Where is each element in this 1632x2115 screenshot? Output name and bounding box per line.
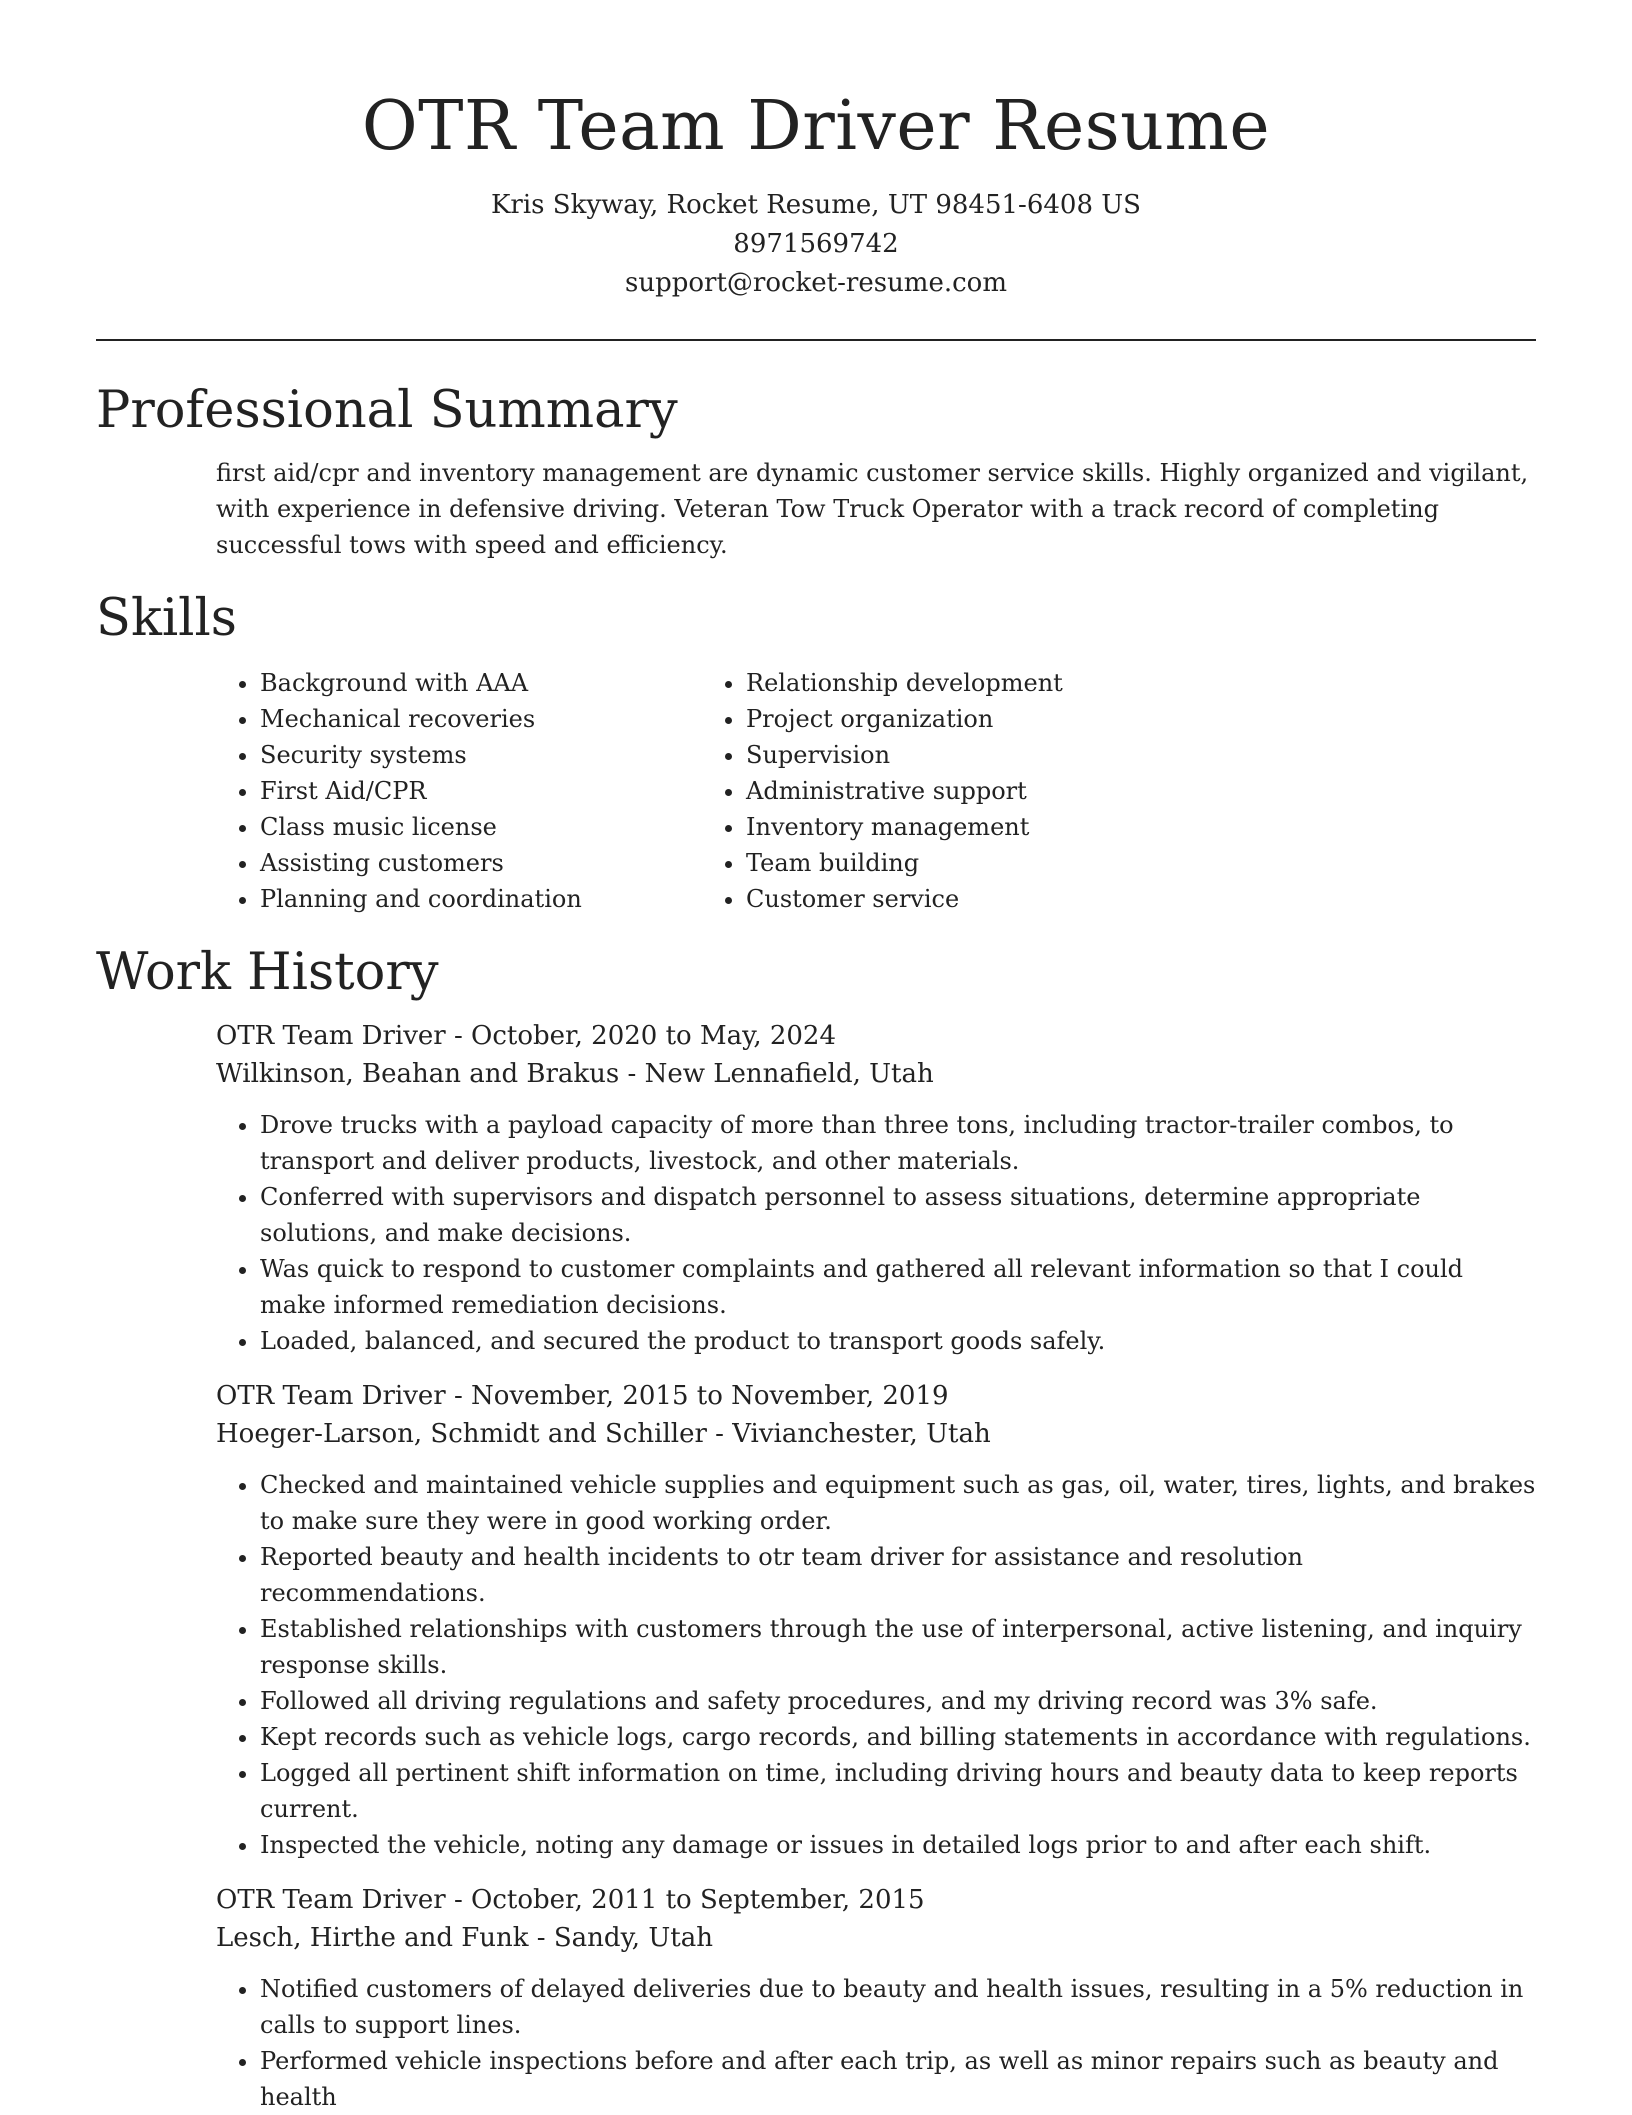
job-company: Lesch, Hirthe and Funk: [216, 1923, 529, 1953]
job-bullet: • Notified customers of delayed deliveries due to beauty and health issues, resulting in a 5% reduction in calls to support lines.: [260, 1971, 1536, 2043]
job-bullet: • Loaded, balanced, and secured the product to transport goods safely.: [260, 1323, 1536, 1359]
job-title-line: [216, 1881, 1536, 1919]
job-bullets: [216, 1971, 1536, 2115]
job-role: OTR Team Driver: [216, 1021, 446, 1051]
job-bullet: • Drove trucks with a payload capacity of more than three tons, including tractor-trailer combos, to transport and deliver products, livestock, and other materials.: [260, 1107, 1536, 1179]
contact-address: Kris Skyway, Rocket Resume, UT 98451-6408 US: [491, 190, 1141, 220]
skill-item: • Supervision: [746, 737, 1063, 773]
job-location: - Sandy, Utah: [528, 1923, 713, 1953]
job-entry: [216, 1017, 1536, 1359]
job-company: Hoeger-Larson, Schmidt and Schiller: [216, 1419, 707, 1449]
summary-heading: Professional Summary: [96, 381, 678, 440]
job-bullet: • Established relationships with customers through the use of interpersonal, active listening, and inquiry response skills.: [260, 1611, 1536, 1683]
job-title-line: [216, 1377, 1536, 1415]
resume-header: [96, 0, 1536, 303]
job-location: - Vivianchester, Utah: [706, 1419, 991, 1449]
job-title-line: [216, 1017, 1536, 1055]
job-bullet: • Inspected the vehicle, noting any damage or issues in detailed logs prior to and after each shift.: [260, 1827, 1536, 1863]
skill-item: • Mechanical recoveries: [260, 701, 746, 737]
skill-item: • Class music license: [260, 809, 746, 845]
job-bullet: • Checked and maintained vehicle supplies and equipment such as gas, oil, water, tires, lights, and brakes to make sure they were in good working order.: [260, 1467, 1536, 1539]
resume-title: OTR Team Driver Resume: [361, 87, 1271, 166]
skill-item: • Security systems: [260, 737, 746, 773]
job-company-line: [216, 1919, 1536, 1957]
job-role: OTR Team Driver: [216, 1381, 446, 1411]
skills-column-left: [96, 665, 746, 917]
job-entry: [216, 1377, 1536, 1863]
job-bullet: • Followed all driving regulations and safety procedures, and my driving record was 3% safe.: [260, 1683, 1536, 1719]
skill-item: • First Aid/CPR: [260, 773, 746, 809]
job-bullets: [216, 1467, 1536, 1863]
contact-email: support@rocket-resume.com: [624, 268, 1007, 298]
job-bullet: • Reported beauty and health incidents to otr team driver for assistance and resolution recommendations.: [260, 1539, 1536, 1611]
job-dates: - October, 2011 to September, 2015: [445, 1885, 925, 1915]
skills-heading: Skills: [96, 589, 237, 648]
skill-item: • Background with AAA: [260, 665, 746, 701]
skill-item: • Relationship development: [746, 665, 1063, 701]
skill-item: • Customer service: [746, 881, 1063, 917]
skill-item: • Administrative support: [746, 773, 1063, 809]
job-dates: - October, 2020 to May, 2024: [445, 1021, 837, 1051]
skill-item: • Inventory management: [746, 809, 1063, 845]
job-bullet: • Conferred with supervisors and dispatch personnel to assess situations, determine appropriate solutions, and make decisions.: [260, 1179, 1536, 1251]
job-location: - New Lennafield, Utah: [619, 1059, 934, 1089]
job-bullet: • Was quick to respond to customer complaints and gathered all relevant information so that I could make informed remediation decisions.: [260, 1251, 1536, 1323]
work-history-heading: Work History: [96, 943, 439, 1002]
skill-item: • Team building: [746, 845, 1063, 881]
skill-item: • Assisting customers: [260, 845, 746, 881]
summary-text: first aid/cpr and inventory management are dynamic customer service skills. Highly organized and vigilant, with experience in defensive driving. Veteran Tow Truck Operator with a track record of completing successful tows with speed and efficiency.: [216, 459, 1529, 559]
job-bullets: [216, 1107, 1536, 1359]
skills-list: [96, 665, 1536, 917]
job-role: OTR Team Driver: [216, 1885, 446, 1915]
skills-column-right: [746, 665, 1063, 917]
job-dates: - November, 2015 to November, 2019: [445, 1381, 949, 1411]
skill-item: • Project organization: [746, 701, 1063, 737]
contact-phone: 8971569742: [733, 229, 899, 259]
job-entry: [216, 1881, 1536, 2115]
job-company-line: [216, 1055, 1536, 1093]
job-company: Wilkinson, Beahan and Brakus: [216, 1059, 620, 1089]
skill-item: • Planning and coordination: [260, 881, 746, 917]
contact-block: [96, 186, 1536, 303]
job-bullet: • Kept records such as vehicle logs, cargo records, and billing statements in accordance with regulations.: [260, 1719, 1536, 1755]
job-bullet: • Logged all pertinent shift information on time, including driving hours and beauty data to keep reports current.: [260, 1755, 1536, 1827]
header-divider: [96, 339, 1536, 341]
job-bullet: • Performed vehicle inspections before and after each trip, as well as minor repairs such as beauty and health: [260, 2043, 1536, 2115]
job-company-line: [216, 1415, 1536, 1453]
